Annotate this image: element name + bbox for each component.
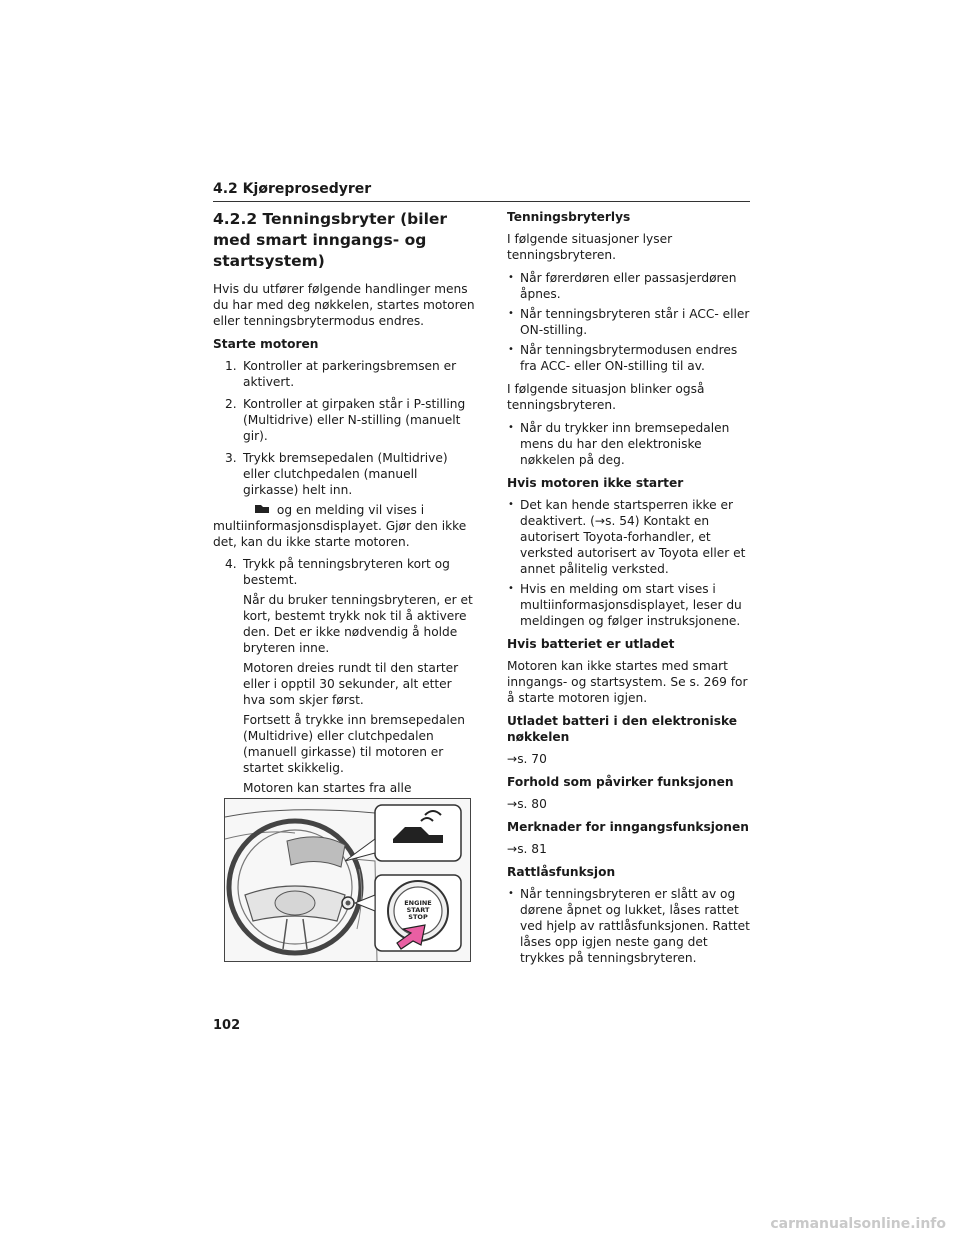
step-text: Kontroller at parkeringsbremsen er aktivert.	[243, 359, 457, 389]
list-item: • Når tenningsbryteren står i ACC- eller ON-stilling.	[507, 306, 750, 338]
conditions-ref: →s. 80	[507, 797, 547, 811]
light-list	[507, 270, 750, 374]
step-item	[213, 358, 475, 390]
step-paragraph: Motoren kan startes fra alle	[243, 781, 412, 795]
nostart-list	[507, 497, 750, 629]
list-item: • Når tenningsbryteren er slått av og dørene åpnet og lukket, låses rattet ved hjelp av rattlåsfunksjonen. Rattet låses opp igjen neste gang det trykkes på tenningsbryteren.	[507, 886, 750, 966]
button-label-start: START	[406, 906, 430, 914]
section-header-text: 4.2 Kjøreprosedyrer	[213, 181, 372, 197]
blink-list	[507, 420, 750, 468]
notes-heading: Merknader for inngangsfunksjonen	[507, 820, 749, 834]
step-number: 2.	[225, 397, 237, 411]
list-item: • Når tenningsbrytermodusen endres fra ACC- eller ON-stilling til av.	[507, 342, 750, 374]
step-note-text: og en melding vil vises i multiinformasjonsdisplayet. Gjør den ikke det, kan du ikke starte motoren.	[213, 503, 467, 549]
step-paragraph: Når du bruker tenningsbryteren, er et kort, bestemt trykk nok til å aktivere den. Det er ikke nødvendig å holde bryteren inne.	[243, 593, 473, 655]
step-text: Kontroller at girpaken står i P-stilling (Multidrive) eller N-stilling (manuelt gir).	[243, 397, 466, 443]
step-number: 3.	[225, 451, 237, 465]
watermark: carmanualsonline.info	[770, 1216, 946, 1232]
lock-list	[507, 886, 750, 966]
right-column	[507, 209, 750, 973]
key-indicator-icon	[243, 503, 273, 515]
keybatt-heading: Utladet batteri i den elektroniske nøkkelen	[507, 714, 737, 744]
light-heading: Tenningsbryterlys	[507, 210, 631, 224]
step-paragraph: Fortsett å trykke inn bremsepedalen (Multidrive) eller clutchpedalen (manuell girkasse) til motoren er startet skikkelig.	[243, 713, 465, 775]
list-item: • Det kan hende startsperren ikke er deaktivert. (→s. 54) Kontakt en autorisert Toyota-forhandler, et verksted autorisert av Toyota eller et annet pålitelig verksted.	[507, 497, 750, 577]
button-label-engine: ENGINE	[404, 899, 432, 907]
step-text: Trykk bremsepedalen (Multidrive) eller clutchpedalen (manuell girkasse) helt inn.	[243, 451, 448, 497]
intro-paragraph: Hvis du utfører følgende handlinger mens du har med deg nøkkelen, startes motoren eller tenningsbrytermodus endres.	[213, 282, 475, 328]
button-label-stop: STOP	[408, 913, 428, 921]
blink-intro: I følgende situasjon blinker også tenningsbryteren.	[507, 382, 705, 412]
start-heading: Starte motoren	[213, 337, 319, 351]
step-item	[213, 396, 475, 444]
light-intro: I følgende situasjoner lyser tenningsbryteren.	[507, 232, 673, 262]
notes-ref: →s. 81	[507, 842, 547, 856]
step-item	[213, 556, 475, 812]
step-number: 1.	[225, 359, 237, 373]
step-note	[213, 502, 475, 550]
list-item: • Når førerdøren eller passasjerdøren åpnes.	[507, 270, 750, 302]
step-text: Trykk på tenningsbryteren kort og bestemt.	[243, 557, 450, 587]
battery-text: Motoren kan ikke startes med smart inngangs- og startsystem. Se s. 269 for å starte motoren igjen.	[507, 659, 748, 705]
section-title: 4.2.2 Tenningsbryter (biler med smart inngangs- og startsystem)	[213, 210, 448, 270]
dashboard-illustration	[224, 798, 471, 962]
battery-heading: Hvis batteriet er utladet	[507, 637, 675, 651]
step-item	[213, 450, 475, 550]
dashboard-drawing	[225, 799, 470, 961]
list-item: • Hvis en melding om start vises i multiinformasjonsdisplayet, leser du meldingen og følger instruksjonene.	[507, 581, 750, 629]
start-steps	[213, 358, 475, 812]
left-column	[213, 209, 475, 818]
step-number: 4.	[225, 557, 237, 571]
lock-heading: Rattlåsfunksjon	[507, 865, 616, 879]
conditions-heading: Forhold som påvirker funksjonen	[507, 775, 734, 789]
keybatt-ref: →s. 70	[507, 752, 547, 766]
page-number: 102	[213, 1018, 241, 1033]
list-item: • Når du trykker inn bremsepedalen mens du har den elektroniske nøkkelen på deg.	[507, 420, 750, 468]
step-paragraph: Motoren dreies rundt til den starter eller i opptil 30 sekunder, alt etter hva som skjer først.	[243, 661, 459, 707]
nostart-heading: Hvis motoren ikke starter	[507, 476, 684, 490]
section-header	[213, 178, 750, 202]
